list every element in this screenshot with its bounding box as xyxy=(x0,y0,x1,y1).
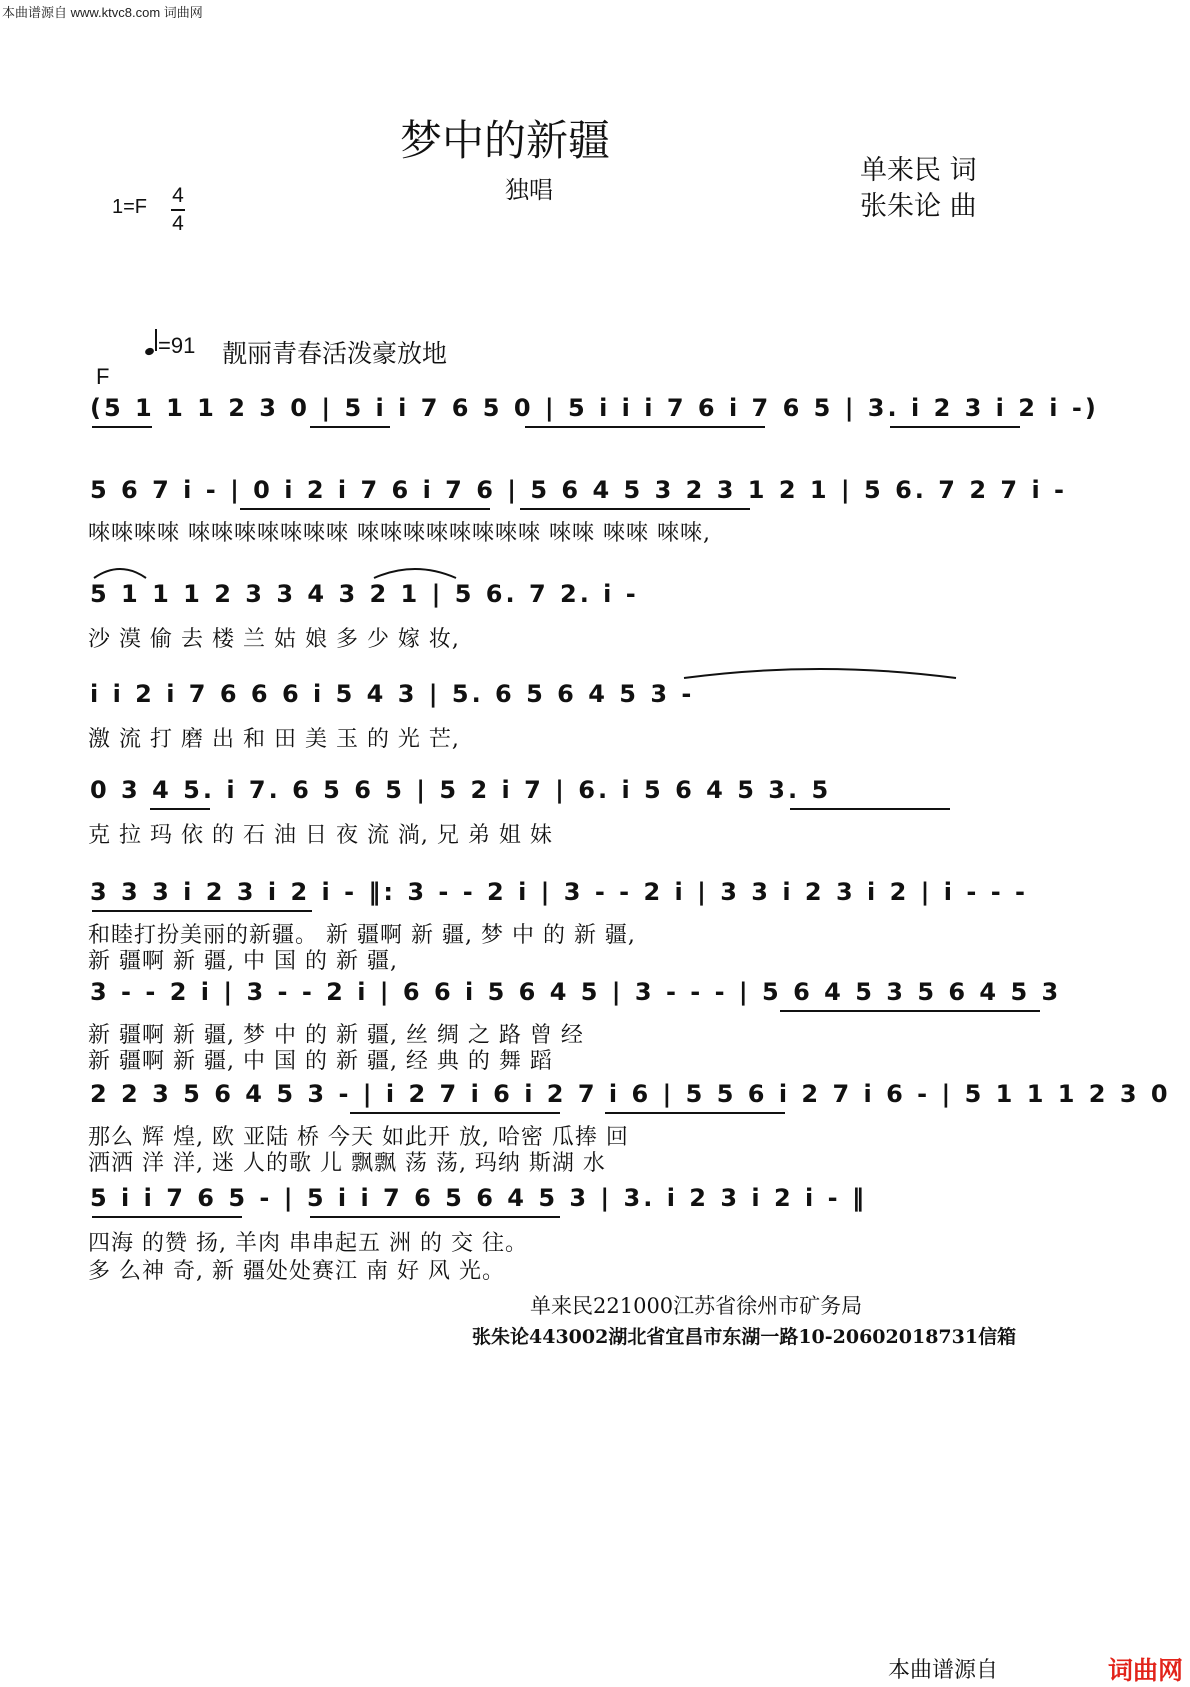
notation-line-3: 5 1 1 1 2 3 3 4 3 2 1 | 5 6. 7 2. i - xyxy=(90,580,639,608)
lyric-line-8b: 洒洒 洋 洋, 迷 人的歌 儿 飘飘 荡 荡, 玛纳 斯湖 水 xyxy=(88,1151,606,1176)
time-signature xyxy=(168,184,188,236)
notation-line-1: (5 1 1 1 2 3 0 | 5 i i 7 6 5 0 | 5 i i i 7 6 i 7 6 5 | 3. i 2 3 i 2 i -) xyxy=(90,394,1099,422)
beam-underline xyxy=(350,1112,560,1114)
lyric-line-2: 唻唻唻唻 唻唻唻唻唻唻唻 唻唻唻唻唻唻唻唻 唻唻 唻唻 唻唻, xyxy=(88,521,711,546)
notation-line-6: 3 3 3 i 2 3 i 2 i - ‖: 3 - - 2 i | 3 - - 2 i | 3 3 i 2 3 i 2 | i - - - xyxy=(90,878,1028,906)
beam-underline xyxy=(310,1216,560,1218)
beam-underline xyxy=(780,1010,1040,1012)
slur-mark xyxy=(680,660,960,680)
beam-underline xyxy=(605,1112,785,1114)
footer-lyricist-address: 单来民221000江苏省徐州市矿务局 xyxy=(530,1294,863,1318)
notation-line-7: 3 - - 2 i | 3 - - 2 i | 6 6 i 5 6 4 5 | 3 - - - | 5 6 4 5 3 5 6 4 5 3 xyxy=(90,978,1062,1006)
time-signature-line xyxy=(171,209,185,211)
song-subtitle: 独唱 xyxy=(505,176,553,204)
tempo-value: =91 xyxy=(158,333,196,358)
lyric-line-6a: 和睦打扮美丽的新疆。 新 疆啊 新 疆, 梦 中 的 新 疆, xyxy=(88,923,636,948)
expression-marking: 靓丽青春活泼豪放地 xyxy=(222,339,448,368)
footer-composer-address: 张朱论443002湖北省宜昌市东湖一路10-20602018731信箱 xyxy=(472,1326,1017,1348)
lyric-line-6b: 新 疆啊 新 疆, 中 国 的 新 疆, xyxy=(88,949,398,974)
beam-underline xyxy=(520,508,750,510)
beam-underline xyxy=(790,808,950,810)
time-signature-bottom: 4 xyxy=(172,212,184,235)
lyric-line-3: 沙 漠 偷 去 楼 兰 姑 娘 多 少 嫁 妆, xyxy=(88,627,460,652)
beam-underline xyxy=(92,910,312,912)
lyricist-credit: 单来民 词 xyxy=(860,155,977,186)
notation-line-8: 2 2 3 5 6 4 5 3 - | i 2 7 i 6 i 2 7 i 6 | 5 5 6 i 2 7 i 6 - | 5 1 1 1 2 3 0 xyxy=(90,1080,1171,1108)
lyric-line-9b: 多 么神 奇, 新 疆处处赛江 南 好 风 光。 xyxy=(88,1259,505,1284)
key-signature: 1=F xyxy=(112,196,148,218)
site-watermark-top: 本曲谱源自 www.ktvc8.com 词曲网 xyxy=(2,5,203,20)
beam-underline xyxy=(240,508,490,510)
notation-line-5: 0 3 4 5. i 7. 6 5 6 5 | 5 2 i 7 | 6. i 5 6 4 5 3. 5 xyxy=(90,776,832,804)
time-signature-top: 4 xyxy=(172,184,184,207)
tempo-marking xyxy=(145,331,195,359)
lyric-line-4: 激 流 打 磨 出 和 田 美 玉 的 光 芒, xyxy=(88,727,460,752)
quarter-note-stem-icon xyxy=(155,329,157,351)
slur-mark xyxy=(90,560,150,580)
beam-underline xyxy=(890,426,1020,428)
notation-line-9: 5 i i 7 6 5 - | 5 i i 7 6 5 6 4 5 3 | 3. i 2 3 i 2 i - ‖ xyxy=(90,1184,867,1212)
beam-underline xyxy=(92,426,152,428)
lyric-line-8a: 那么 辉 煌, 欧 亚陆 桥 今天 如此开 放, 哈密 瓜捧 回 xyxy=(88,1125,629,1150)
lyric-line-9a: 四海 的赞 扬, 羊肉 串串起五 洲 的 交 往。 xyxy=(88,1231,528,1256)
lyric-line-7a: 新 疆啊 新 疆, 梦 中 的 新 疆, 丝 绸 之 路 曾 经 xyxy=(88,1023,584,1048)
beam-underline xyxy=(525,426,765,428)
slur-mark xyxy=(370,560,460,580)
notation-line-2: 5 6 7 i - | 0 i 2 i 7 6 i 7 6 | 5 6 4 5 3 2 3 1 2 1 | 5 6. 7 2 7 i - xyxy=(90,476,1067,504)
composer-credit: 张朱论 曲 xyxy=(860,191,977,222)
beam-underline xyxy=(150,808,210,810)
beam-underline xyxy=(310,426,390,428)
lyric-line-5: 克 拉 玛 依 的 石 油 日 夜 流 淌, 兄 弟 姐 妹 xyxy=(88,823,553,848)
site-watermark-bottom-right: 词曲网 xyxy=(1108,1656,1184,1685)
site-watermark-bottom-left: 本曲谱源自 xyxy=(888,1658,999,1683)
quarter-note-icon xyxy=(144,347,155,357)
lyric-line-7b: 新 疆啊 新 疆, 中 国 的 新 疆, 经 典 的 舞 蹈 xyxy=(88,1049,553,1074)
notation-line-4: i i 2 i 7 6 6 6 i 5 4 3 | 5. 6 5 6 4 5 3 - xyxy=(90,680,695,708)
chord-symbol: F xyxy=(96,364,110,389)
song-title: 梦中的新疆 xyxy=(400,116,611,165)
beam-underline xyxy=(92,1216,242,1218)
